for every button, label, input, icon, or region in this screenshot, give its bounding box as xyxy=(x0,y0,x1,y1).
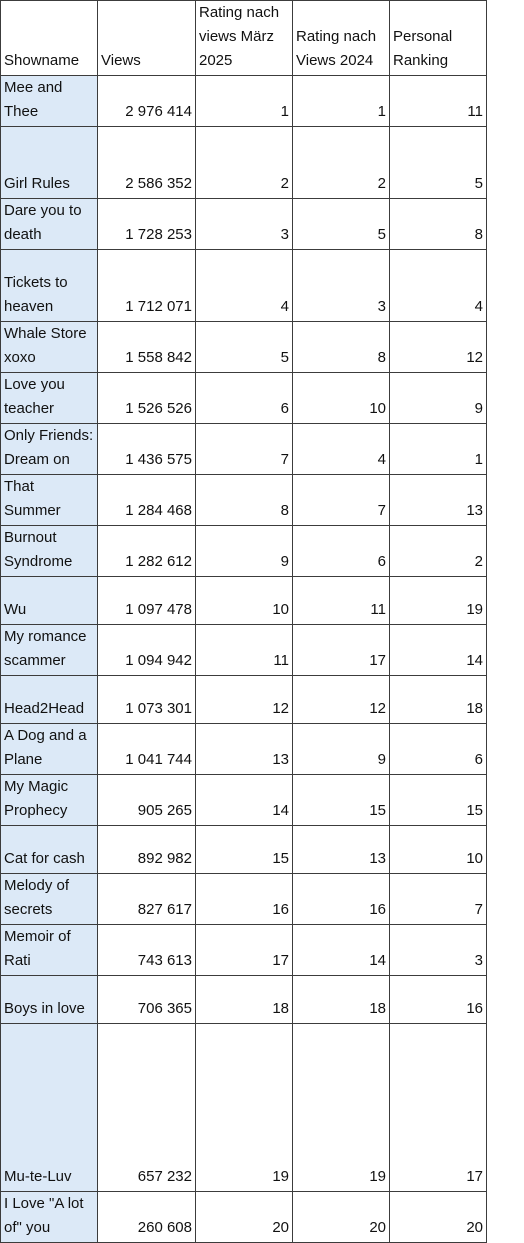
rating-2024-cell[interactable]: 15 xyxy=(293,775,390,826)
table-row xyxy=(1,1192,487,1243)
views-cell[interactable]: 1 558 842 xyxy=(98,322,196,373)
rating-2025-cell[interactable]: 1 xyxy=(196,76,293,127)
rating-2024-cell[interactable]: 10 xyxy=(293,373,390,424)
table-row xyxy=(1,424,487,475)
personal-ranking-cell[interactable]: 9 xyxy=(390,373,487,424)
personal-ranking-cell[interactable]: 17 xyxy=(390,1024,487,1192)
rating-2025-cell[interactable]: 9 xyxy=(196,526,293,577)
views-cell[interactable]: 1 073 301 xyxy=(98,676,196,724)
showname-cell[interactable]: I Love "A lot of" you xyxy=(1,1192,98,1243)
table-row xyxy=(1,76,487,127)
table-row xyxy=(1,322,487,373)
personal-ranking-cell[interactable]: 16 xyxy=(390,976,487,1024)
header-rating-2025[interactable]: Rating nach views März 2025 xyxy=(196,1,293,76)
showname-cell[interactable]: Only Friends: Dream on xyxy=(1,424,98,475)
showname-cell[interactable]: Head2Head xyxy=(1,676,98,724)
rating-2025-cell[interactable]: 20 xyxy=(196,1192,293,1243)
showname-cell[interactable]: Mee and Thee xyxy=(1,76,98,127)
showname-cell[interactable]: Wu xyxy=(1,577,98,625)
header-rating-2024[interactable]: Rating nach Views 2024 xyxy=(293,1,390,76)
personal-ranking-cell[interactable]: 19 xyxy=(390,577,487,625)
personal-ranking-cell[interactable]: 3 xyxy=(390,925,487,976)
personal-ranking-cell[interactable]: 7 xyxy=(390,874,487,925)
rating-2024-cell[interactable]: 7 xyxy=(293,475,390,526)
table-row xyxy=(1,373,487,424)
personal-ranking-cell[interactable]: 12 xyxy=(390,322,487,373)
rating-2024-cell[interactable]: 16 xyxy=(293,874,390,925)
table-row xyxy=(1,925,487,976)
rating-2025-cell[interactable]: 5 xyxy=(196,322,293,373)
views-cell[interactable]: 1 041 744 xyxy=(98,724,196,775)
table-row xyxy=(1,1024,487,1192)
personal-ranking-cell[interactable]: 1 xyxy=(390,424,487,475)
rating-2024-cell[interactable]: 2 xyxy=(293,127,390,199)
personal-ranking-cell[interactable]: 13 xyxy=(390,475,487,526)
table-row xyxy=(1,577,487,625)
showname-cell[interactable]: Girl Rules xyxy=(1,127,98,199)
rating-2025-cell[interactable]: 11 xyxy=(196,625,293,676)
showname-cell[interactable]: My romance scammer xyxy=(1,625,98,676)
rating-2024-cell[interactable]: 20 xyxy=(293,1192,390,1243)
showname-cell[interactable]: That Summer xyxy=(1,475,98,526)
table-row xyxy=(1,199,487,250)
table-row xyxy=(1,874,487,925)
rating-2025-cell[interactable]: 14 xyxy=(196,775,293,826)
rating-2024-cell[interactable]: 1 xyxy=(293,76,390,127)
personal-ranking-cell[interactable]: 20 xyxy=(390,1192,487,1243)
rating-2025-cell[interactable]: 16 xyxy=(196,874,293,925)
rating-2024-cell[interactable]: 4 xyxy=(293,424,390,475)
views-cell[interactable]: 1 526 526 xyxy=(98,373,196,424)
rating-2025-cell[interactable]: 8 xyxy=(196,475,293,526)
personal-ranking-cell[interactable]: 10 xyxy=(390,826,487,874)
views-cell[interactable]: 2 976 414 xyxy=(98,76,196,127)
views-cell[interactable]: 905 265 xyxy=(98,775,196,826)
table-row xyxy=(1,826,487,874)
showname-cell[interactable]: Whale Store xoxo xyxy=(1,322,98,373)
rating-2024-cell[interactable]: 8 xyxy=(293,322,390,373)
table-row xyxy=(1,976,487,1024)
table-row xyxy=(1,526,487,577)
rating-2025-cell[interactable]: 10 xyxy=(196,577,293,625)
showname-cell[interactable]: Love you teacher xyxy=(1,373,98,424)
rating-2024-cell[interactable]: 17 xyxy=(293,625,390,676)
table-row xyxy=(1,127,487,199)
views-cell[interactable]: 892 982 xyxy=(98,826,196,874)
header-showname[interactable]: Showname xyxy=(1,1,98,76)
header-personal-ranking[interactable]: Personal Ranking xyxy=(390,1,487,76)
table-row xyxy=(1,250,487,322)
rating-2025-cell[interactable]: 2 xyxy=(196,127,293,199)
rating-2025-cell[interactable]: 15 xyxy=(196,826,293,874)
personal-ranking-cell[interactable]: 14 xyxy=(390,625,487,676)
rating-2024-cell[interactable]: 18 xyxy=(293,976,390,1024)
table-row xyxy=(1,724,487,775)
rating-2024-cell[interactable]: 12 xyxy=(293,676,390,724)
personal-ranking-cell[interactable]: 15 xyxy=(390,775,487,826)
rating-2025-cell[interactable]: 18 xyxy=(196,976,293,1024)
views-cell[interactable]: 260 608 xyxy=(98,1192,196,1243)
personal-ranking-cell[interactable]: 8 xyxy=(390,199,487,250)
header-views[interactable]: Views xyxy=(98,1,196,76)
showname-cell[interactable]: Memoir of Rati xyxy=(1,925,98,976)
table-row xyxy=(1,625,487,676)
showname-cell[interactable]: Boys in love xyxy=(1,976,98,1024)
personal-ranking-cell[interactable]: 11 xyxy=(390,76,487,127)
showname-cell[interactable]: Tickets to heaven xyxy=(1,250,98,322)
rating-2024-cell[interactable]: 11 xyxy=(293,577,390,625)
showname-cell[interactable]: Dare you to death xyxy=(1,199,98,250)
views-cell[interactable]: 1 094 942 xyxy=(98,625,196,676)
personal-ranking-cell[interactable]: 4 xyxy=(390,250,487,322)
rating-2025-cell[interactable]: 4 xyxy=(196,250,293,322)
showname-cell[interactable]: A Dog and a Plane xyxy=(1,724,98,775)
rating-2025-cell[interactable]: 6 xyxy=(196,373,293,424)
showname-cell[interactable]: Burnout Syndrome xyxy=(1,526,98,577)
views-cell[interactable]: 1 712 071 xyxy=(98,250,196,322)
showname-cell[interactable]: Melody of secrets xyxy=(1,874,98,925)
views-cell[interactable]: 743 613 xyxy=(98,925,196,976)
personal-ranking-cell[interactable]: 18 xyxy=(390,676,487,724)
views-cell[interactable]: 706 365 xyxy=(98,976,196,1024)
table-row xyxy=(1,775,487,826)
views-cell[interactable]: 1 284 468 xyxy=(98,475,196,526)
showname-cell[interactable]: Mu-te-Luv xyxy=(1,1024,98,1192)
rating-2024-cell[interactable]: 6 xyxy=(293,526,390,577)
rating-2025-cell[interactable]: 13 xyxy=(196,724,293,775)
views-cell[interactable]: 1 436 575 xyxy=(98,424,196,475)
rating-2025-cell[interactable]: 7 xyxy=(196,424,293,475)
personal-ranking-cell[interactable]: 5 xyxy=(390,127,487,199)
rating-2025-cell[interactable]: 12 xyxy=(196,676,293,724)
rating-2024-cell[interactable]: 19 xyxy=(293,1024,390,1192)
personal-ranking-cell[interactable]: 2 xyxy=(390,526,487,577)
rating-2024-cell[interactable]: 14 xyxy=(293,925,390,976)
rating-2024-cell[interactable]: 13 xyxy=(293,826,390,874)
views-cell[interactable]: 657 232 xyxy=(98,1024,196,1192)
rating-2024-cell[interactable]: 9 xyxy=(293,724,390,775)
views-cell[interactable]: 1 097 478 xyxy=(98,577,196,625)
rating-2025-cell[interactable]: 3 xyxy=(196,199,293,250)
header-row xyxy=(1,1,487,76)
table-row xyxy=(1,475,487,526)
rating-2025-cell[interactable]: 19 xyxy=(196,1024,293,1192)
rating-2024-cell[interactable]: 3 xyxy=(293,250,390,322)
views-cell[interactable]: 827 617 xyxy=(98,874,196,925)
table-row xyxy=(1,676,487,724)
views-cell[interactable]: 2 586 352 xyxy=(98,127,196,199)
views-cell[interactable]: 1 728 253 xyxy=(98,199,196,250)
showname-cell[interactable]: My Magic Prophecy xyxy=(1,775,98,826)
rating-2025-cell[interactable]: 17 xyxy=(196,925,293,976)
showname-cell[interactable]: Cat for cash xyxy=(1,826,98,874)
personal-ranking-cell[interactable]: 6 xyxy=(390,724,487,775)
rating-2024-cell[interactable]: 5 xyxy=(293,199,390,250)
views-cell[interactable]: 1 282 612 xyxy=(98,526,196,577)
